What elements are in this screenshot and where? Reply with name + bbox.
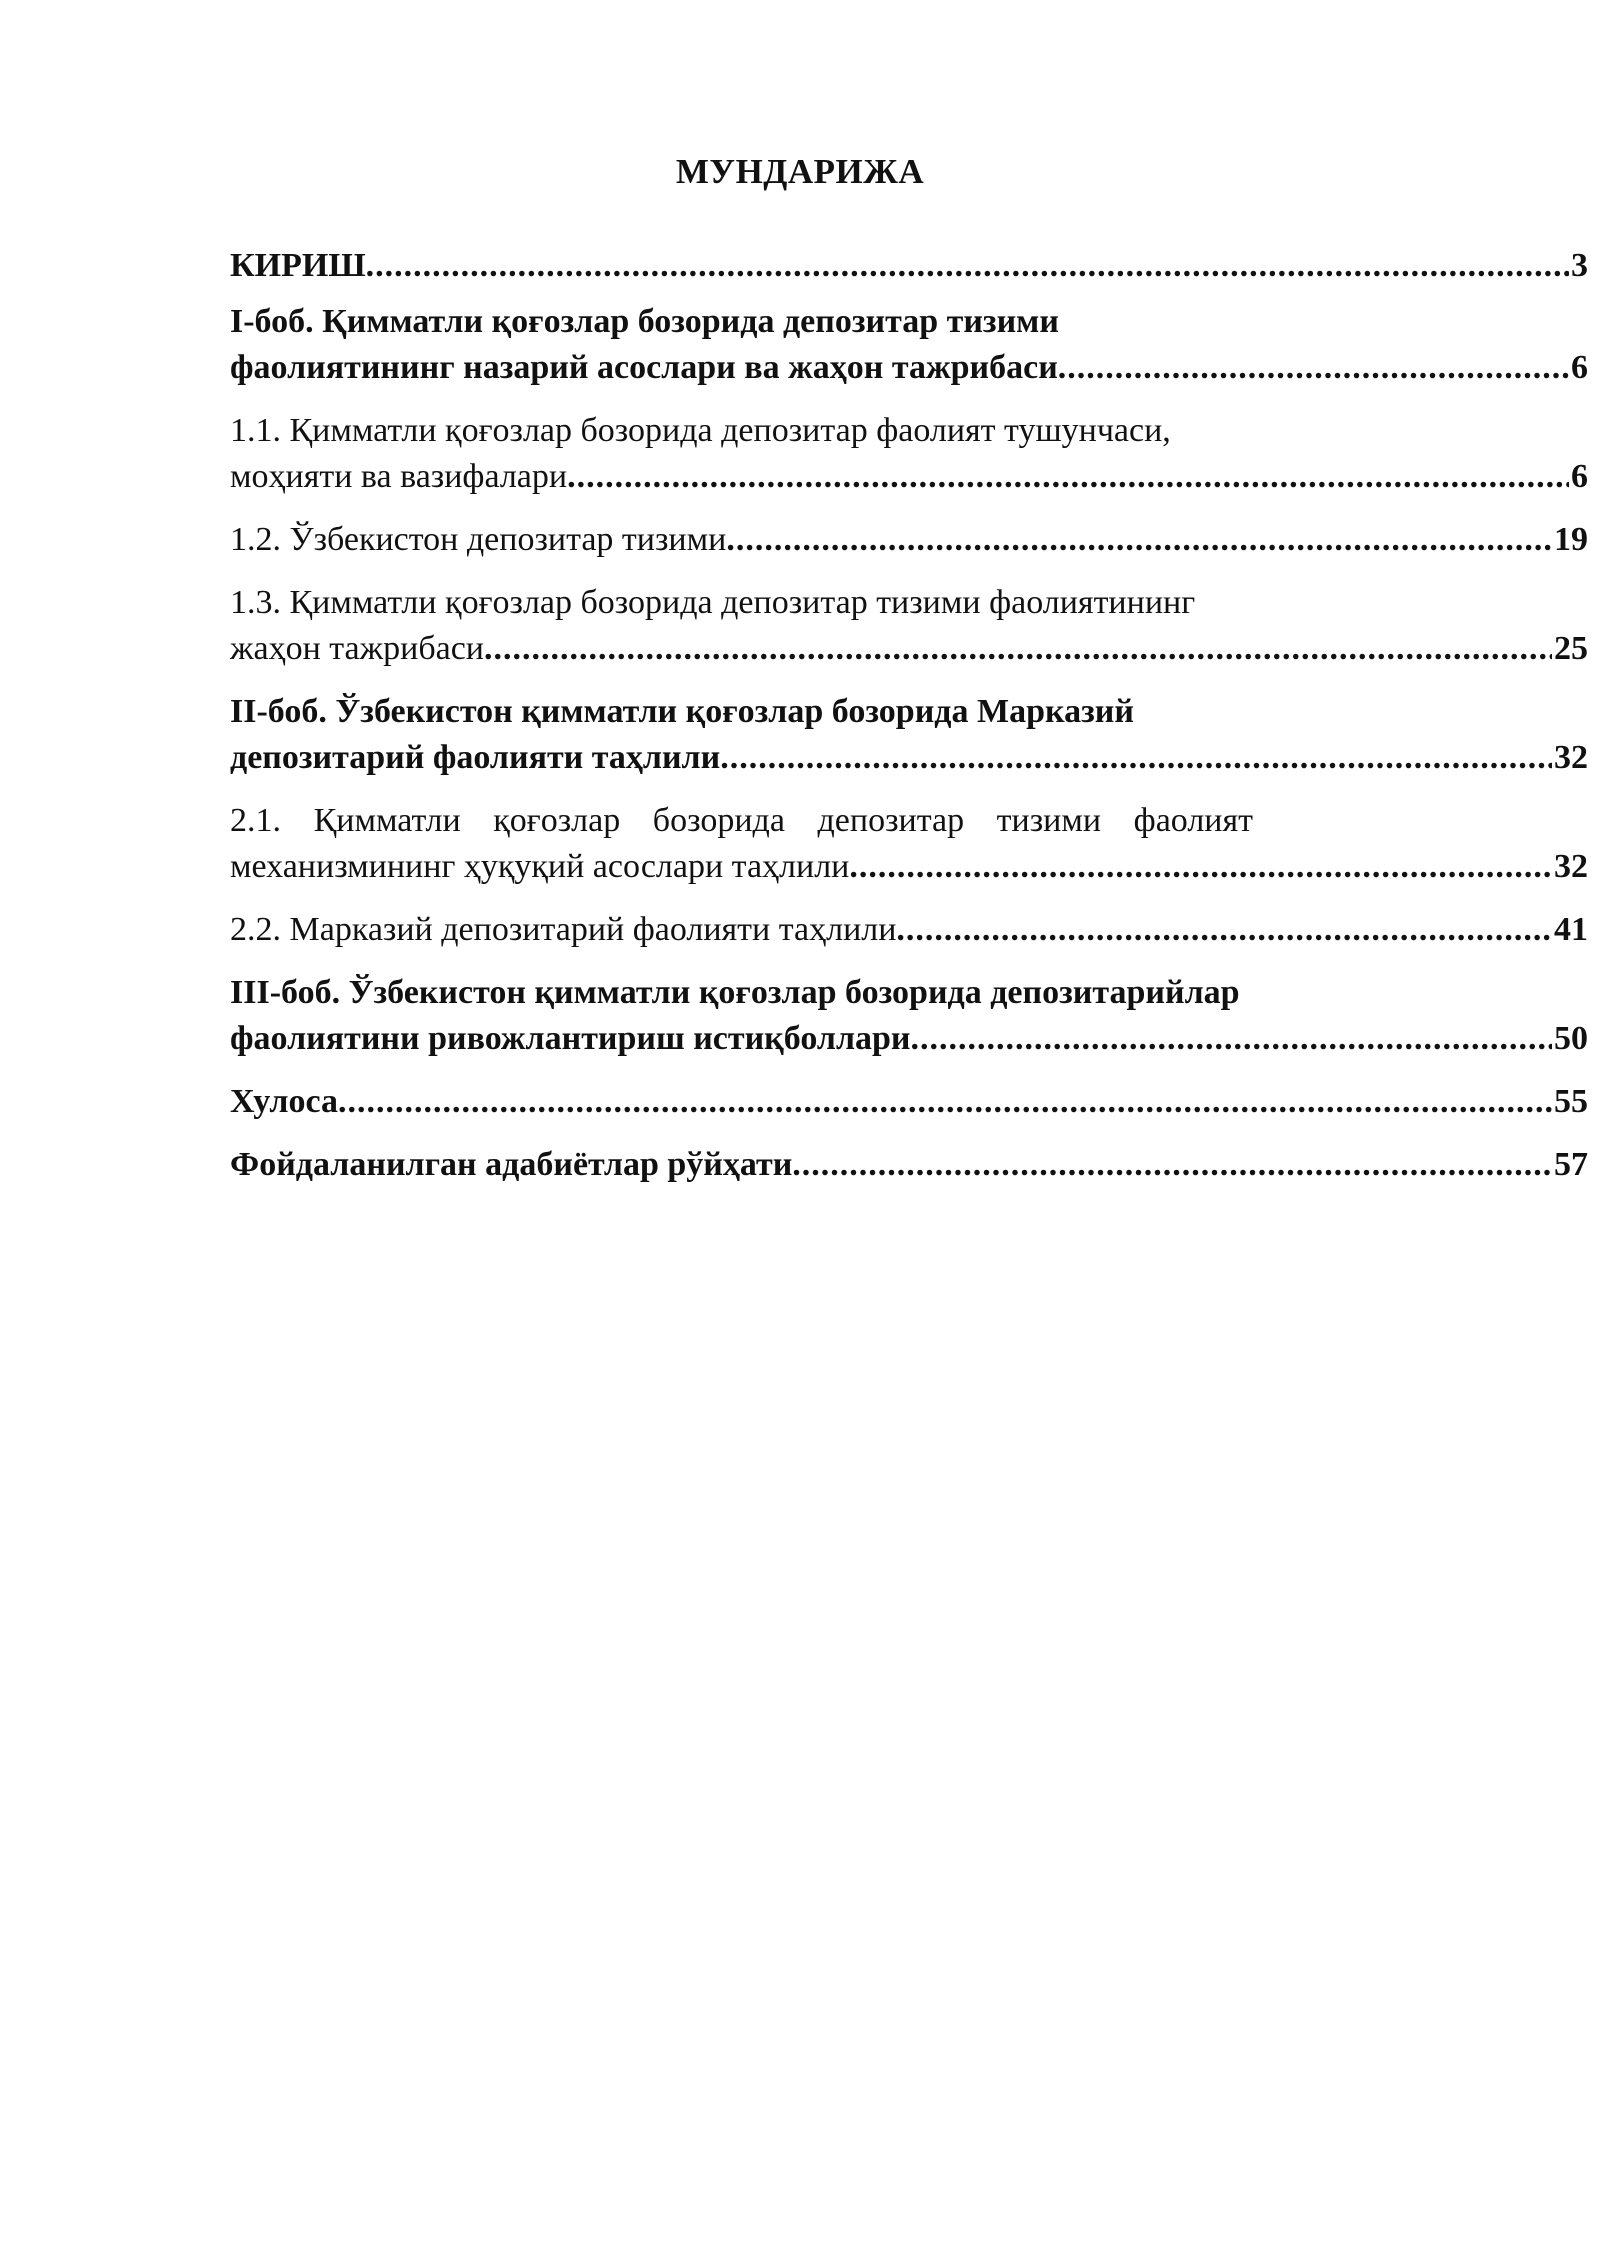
toc-entry-section-1-1[interactable] xyxy=(230,408,1588,500)
toc-entry-title-line1: 1.1. Қимматли қоғозлар бозорида депозитар фаолият тушунчаси, xyxy=(230,412,1171,449)
toc-entry-section-2-2[interactable] xyxy=(230,907,1588,953)
toc-entry-section-2-1[interactable] xyxy=(230,798,1588,890)
toc-entry-title: 2.2. Марказий депозитарий фаолияти таҳлили xyxy=(230,911,897,948)
dot-leader xyxy=(792,1142,1552,1188)
toc-page-number: 32 xyxy=(1554,739,1588,776)
toc-page-number: 25 xyxy=(1554,630,1588,667)
toc-title: МУНДАРИЖА xyxy=(675,152,925,191)
dot-leader xyxy=(1058,345,1569,391)
toc-entry-title: КИРИШ xyxy=(230,247,366,284)
toc-page-number: 55 xyxy=(1554,1083,1588,1120)
toc-entry-chapter-2[interactable] xyxy=(230,689,1588,781)
toc-entry-line xyxy=(230,1079,1588,1125)
toc-entry-title-line1: III-боб. Ўзбекистон қимматли қоғозлар бозорида депозитарийлар xyxy=(230,974,1240,1011)
toc-entry-line xyxy=(230,243,1588,289)
toc-entry-title: жаҳон тажрибаси xyxy=(230,630,485,667)
toc-entry-chapter-3[interactable] xyxy=(230,970,1588,1062)
toc-page-number: 3 xyxy=(1571,247,1588,284)
toc-entry-section-1-2[interactable] xyxy=(230,517,1588,563)
dot-leader xyxy=(720,735,1552,781)
dot-leader xyxy=(567,454,1569,500)
toc-entry-title-line1: 1.3. Қимматли қоғозлар бозорида депозитар тизими фаолиятининг xyxy=(230,584,1196,621)
toc-entry-references[interactable] xyxy=(230,1142,1588,1188)
table-of-contents xyxy=(230,243,1588,1205)
dot-leader xyxy=(896,907,1552,953)
dot-leader xyxy=(726,517,1552,563)
toc-entry-title: моҳияти ва вазифалари xyxy=(230,458,568,495)
toc-entry-line xyxy=(230,1016,1588,1062)
dot-leader xyxy=(338,1079,1552,1125)
toc-entry-title: депозитарий фаолияти таҳлили xyxy=(230,739,721,776)
dot-leader xyxy=(366,243,1569,289)
toc-entry-title: фаолиятини ривожлантириш истиқболлари xyxy=(230,1020,911,1057)
toc-entry-section-1-3[interactable] xyxy=(230,580,1588,672)
dot-leader xyxy=(911,1016,1552,1062)
toc-entry-title-line1: I-боб. Қимматли қоғозлар бозорида депозитар тизими xyxy=(230,303,1059,340)
toc-entry-title: 1.2. Ўзбекистон депозитар тизими xyxy=(230,521,727,558)
toc-entry-line xyxy=(230,517,1588,563)
toc-entry-line xyxy=(230,454,1588,500)
toc-page-number: 6 xyxy=(1571,458,1588,495)
toc-page-number: 41 xyxy=(1554,911,1588,948)
dot-leader xyxy=(484,626,1552,672)
toc-entry-title-line1: 2.1. Қимматли қоғозлар бозорида депозитар тизими фаолият xyxy=(230,802,1253,839)
toc-entry-title: Фойдаланилган адабиётлар рўйҳати xyxy=(230,1146,793,1183)
toc-page-number: 19 xyxy=(1554,521,1588,558)
toc-entry-introduction[interactable] xyxy=(230,243,1588,289)
toc-page-number: 32 xyxy=(1554,848,1588,885)
toc-entry-line xyxy=(230,626,1588,672)
toc-page-number: 6 xyxy=(1571,349,1588,386)
toc-entry-line xyxy=(230,907,1588,953)
toc-entry-title: механизмининг ҳуқуқий асослари таҳлили xyxy=(230,848,850,885)
toc-entry-title-line1: II-боб. Ўзбекистон қимматли қоғозлар бозорида Марказий xyxy=(230,693,1134,730)
toc-page-number: 57 xyxy=(1554,1146,1588,1183)
toc-entry-line xyxy=(230,345,1588,391)
toc-entry-line xyxy=(230,735,1588,781)
dot-leader xyxy=(849,844,1552,890)
toc-entry-line xyxy=(230,1142,1588,1188)
toc-entry-title: фаолиятининг назарий асослари ва жаҳон тажрибаси xyxy=(230,349,1058,386)
toc-entry-title: Хулоса xyxy=(230,1083,338,1120)
toc-page-number: 50 xyxy=(1554,1020,1588,1057)
toc-entry-conclusion[interactable] xyxy=(230,1079,1588,1125)
toc-entry-chapter-1[interactable] xyxy=(230,299,1588,391)
toc-entry-line xyxy=(230,844,1588,890)
